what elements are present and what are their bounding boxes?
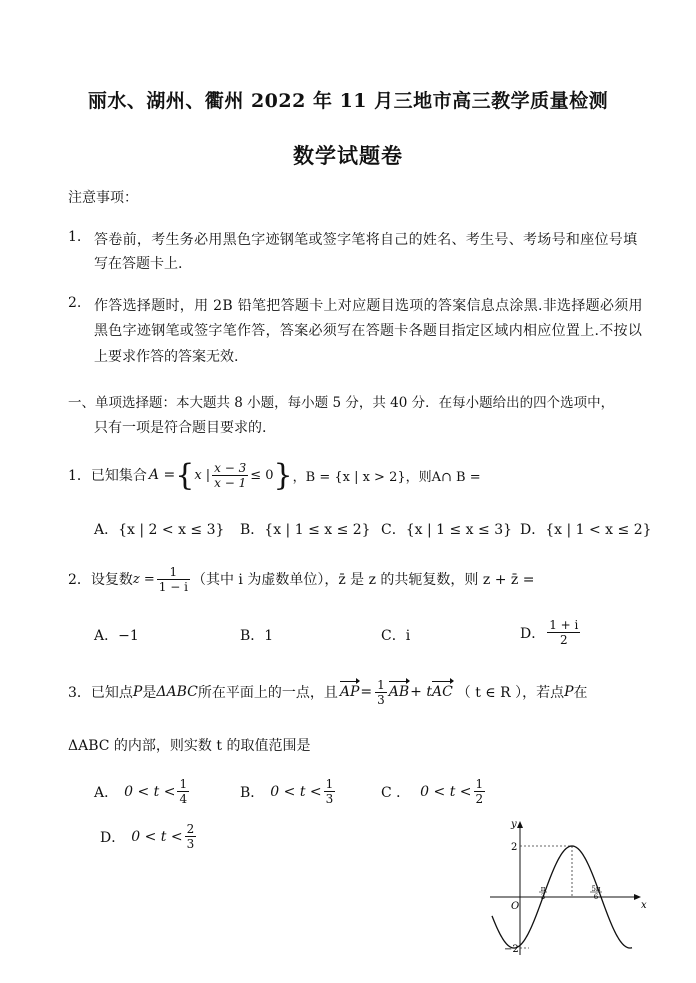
section1-instruction-line1: 一、单项选择题：本大题共 8 小题，每小题 5 分，共 40 分．在每小题给出的四个选项中，: [68, 395, 615, 411]
notice-item2-line1: 作答选择题时，用 2B 铅笔把答题卡上对应题目选项的答案信息点涂黑.非选择题必须用: [94, 298, 643, 314]
q2-option-a: A．−1: [94, 628, 139, 644]
question-3-stem: [68, 675, 588, 709]
q3-option-a-denominator: 4: [179, 792, 188, 806]
notice-item2-number: 2.: [68, 295, 82, 311]
q3-fraction: [375, 678, 387, 707]
q1-option-c: C．{x | 1 ≤ x ≤ 3}: [381, 522, 513, 538]
q3-option-a: [94, 777, 191, 806]
q3-option-c-ineq: 0 < t <: [420, 783, 472, 800]
tick2-denominator: 6: [593, 893, 599, 901]
q2-lead: 2．设复数: [68, 572, 133, 588]
q3-option-a-ineq: 0 < t <: [124, 783, 176, 800]
q2-rest: （其中 i 为虚数单位），z̄ 是 z 的共轭复数，则 z + z̄ =: [191, 572, 535, 588]
q3-option-d-ineq: 0 < t <: [131, 828, 183, 845]
q2-fraction: [157, 565, 190, 594]
q3-tail: 在: [573, 685, 588, 701]
q3-condition: （ t ∈ R ），若点: [456, 685, 565, 701]
q3-option-b: [240, 777, 337, 806]
q2-option-d-label: D．: [520, 625, 546, 642]
notice-item1-number: 1.: [68, 229, 82, 245]
tick2-numerator: 5π: [591, 885, 601, 893]
y-max-label: 2: [511, 842, 518, 853]
q1-left-brace: {: [175, 457, 195, 493]
q3-point-p: P: [132, 684, 143, 700]
q3-option-c-denominator: 2: [475, 792, 484, 806]
x-axis-label: x: [641, 900, 647, 911]
q3-fraction-numerator: 1: [377, 677, 385, 692]
q3-option-c-fraction: [474, 777, 486, 806]
sine-graph-figure: [484, 815, 654, 965]
q3-option-a-fraction: [177, 777, 189, 806]
q3-option-c-numerator: 1: [475, 777, 484, 791]
x-axis-arrow: [634, 894, 641, 900]
q2-option-d: [520, 618, 582, 647]
question-2-stem: [68, 563, 534, 595]
question-1-stem: [68, 458, 481, 492]
q2-z-eq: z =: [132, 571, 155, 587]
q3-stem-line2: ΔABC 的内部，则实数 t 的取值范围是: [68, 738, 311, 754]
q1-inequality: ≤ 0: [250, 467, 274, 483]
q3-option-d-fraction: [185, 822, 197, 851]
y-axis-label: y: [511, 819, 517, 830]
q3-mid2: 所在平面上的一点，且: [197, 685, 338, 701]
q3-option-a-numerator: 1: [179, 777, 188, 791]
q2-option-d-denominator: 2: [559, 633, 568, 647]
q3-vector-ap: AP: [339, 684, 360, 700]
q3-vector-ac: AC: [431, 684, 453, 700]
notice-item1-line2: 写在答题卡上.: [94, 256, 183, 272]
q2-fraction-numerator: 1: [157, 565, 190, 580]
q3-option-c-label: C ．: [381, 784, 411, 801]
q3-lead: 3．已知点: [68, 685, 133, 701]
q1-option-d: D．{x | 1 < x ≤ 2}: [520, 522, 652, 538]
q3-plus-t: + t: [410, 684, 432, 700]
q1-lead: 1．已知集合: [68, 468, 147, 484]
q1-right-brace: }: [273, 457, 293, 493]
q3-option-d: [100, 822, 198, 851]
paper-title: 数学试题卷: [293, 143, 403, 168]
q3-option-a-label: A．: [94, 784, 119, 801]
q3-vector-ab: AB: [388, 684, 410, 700]
notice-item2-line3: 上要求作答的答案无效.: [94, 349, 239, 365]
q3-option-d-denominator: 3: [186, 837, 195, 851]
notice-item2-line2: 黑色字迹钢笔或签字笔作答，答案必须写在答题卡各题目指定区域内相应位置上.不按以: [94, 323, 643, 339]
section1-instruction-line2: 只有一项是符合题目要求的.: [94, 420, 267, 436]
q1-fraction-denominator: x − 1: [214, 475, 247, 490]
q1-option-a: A．{x | 2 < x ≤ 3}: [94, 522, 225, 538]
q3-fraction-denominator: 3: [377, 692, 385, 707]
q2-option-d-fraction: [547, 618, 580, 647]
y-axis-arrow: [517, 821, 523, 828]
q3-option-c: [381, 777, 487, 806]
q1-set-var: x |: [194, 467, 211, 483]
tick1-denominator: 3: [540, 893, 546, 901]
notice-heading: 注意事项：: [68, 190, 138, 206]
tick1-numerator: π: [540, 885, 546, 893]
q1-option-b: B．{x | 1 ≤ x ≤ 2}: [240, 522, 371, 538]
q3-equals: =: [360, 684, 373, 700]
q1-set-a-label: A =: [148, 467, 176, 483]
q3-option-b-ineq: 0 < t <: [270, 783, 322, 800]
y-min-label: −2: [504, 944, 519, 955]
q3-point-p-2: P: [564, 684, 574, 700]
q3-option-b-numerator: 1: [325, 777, 334, 791]
q3-option-b-fraction: [324, 777, 336, 806]
q3-option-d-numerator: 2: [186, 822, 195, 836]
q3-option-d-label: D．: [100, 829, 126, 846]
q2-option-d-numerator: 1 + i: [549, 618, 579, 632]
q1-fraction: [212, 461, 248, 490]
q2-option-b: B．1: [240, 628, 274, 644]
q3-mid1: 是: [142, 685, 157, 701]
q2-fraction-denominator: 1 − i: [158, 579, 188, 594]
q1-set-b: ，B = {x | x > 2}，则A∩ B =: [292, 469, 481, 485]
origin-label: O: [511, 901, 520, 912]
q1-fraction-numerator: x − 3: [214, 460, 247, 475]
q3-option-b-label: B．: [240, 784, 265, 801]
notice-item1-line1: 答卷前，考生务必用黑色字迹钢笔或签字笔将自己的姓名、考生号、考场号和座位号填: [94, 232, 638, 248]
q3-triangle: ΔABC: [156, 684, 198, 700]
q3-option-b-denominator: 3: [325, 792, 334, 806]
q2-option-c: C．i: [381, 628, 411, 644]
exam-header-title: 丽水、湖州、衢州 2022 年 11 月三地市高三教学质量检测: [87, 90, 609, 112]
